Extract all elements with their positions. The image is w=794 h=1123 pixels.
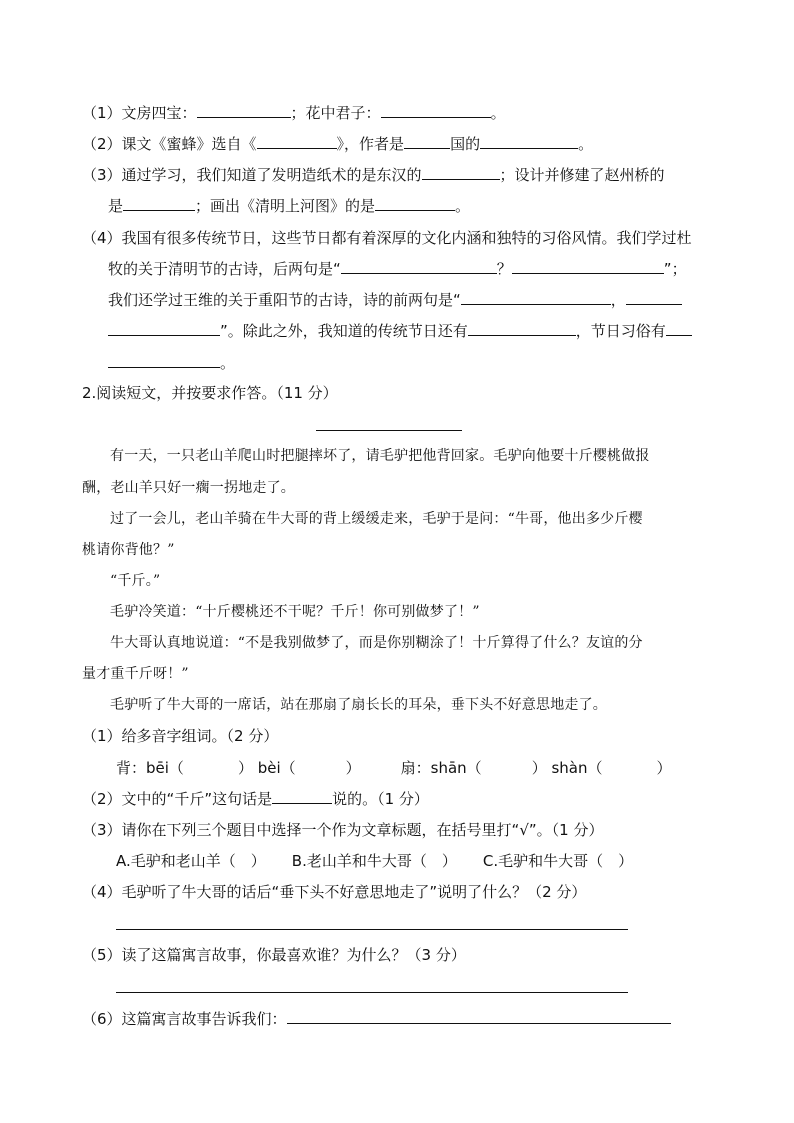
q1-item-4-text: ”； bbox=[663, 260, 687, 278]
answer-blank[interactable] bbox=[626, 290, 682, 305]
answer-blank[interactable] bbox=[666, 321, 692, 336]
paren-close: ） bbox=[345, 759, 361, 777]
story-paragraph-3: “千斤。” bbox=[110, 573, 161, 589]
pinyin-label: ） shàn（ bbox=[531, 759, 603, 777]
q1-item-4-line1 bbox=[82, 228, 692, 248]
q1-item-4-line2 bbox=[108, 259, 687, 279]
q1-item-2 bbox=[82, 134, 593, 154]
q1-item-3-text: 。 bbox=[455, 197, 471, 215]
q1-item-2-end: 。 bbox=[578, 135, 594, 153]
sq2-text: 说的。（1 分） bbox=[332, 790, 429, 808]
answer-blank[interactable] bbox=[512, 259, 664, 274]
q1-item-3-line1 bbox=[82, 165, 665, 185]
sq6 bbox=[82, 1009, 671, 1029]
story-paragraph-4: 毛驴冷笑道：“十斤樱桃还不干呢？千斤！你可别做梦了！” bbox=[110, 604, 480, 620]
answer-blank[interactable] bbox=[123, 196, 195, 211]
q1-item-3-text: ；画出《清明上河图》的是 bbox=[195, 197, 376, 215]
sq1-label: （1）给多音字组词。（2 分） bbox=[82, 727, 279, 745]
sq6-answer-line[interactable] bbox=[287, 1009, 671, 1024]
option-b[interactable]: B.老山羊和牛大哥（ ） bbox=[291, 852, 457, 870]
sq2 bbox=[82, 789, 429, 809]
title-blank-line[interactable] bbox=[316, 430, 462, 431]
pinyin-label: bēi（ bbox=[146, 759, 184, 777]
q1-item-2-mid2: 国的 bbox=[450, 135, 481, 153]
polyphone-char: 扇： bbox=[400, 759, 431, 777]
answer-blank[interactable] bbox=[468, 321, 576, 336]
q2-heading: 2.阅读短文，并按要求作答。（11 分） bbox=[82, 384, 338, 402]
q1-item-4-text: ”。除此之外，我知道的传统节日还有 bbox=[220, 322, 468, 340]
q1-item-4-text: ，节日习俗有 bbox=[575, 322, 666, 340]
sq5-answer-line[interactable] bbox=[116, 992, 628, 993]
answer-blank[interactable] bbox=[375, 196, 455, 211]
q1-item-3-line2 bbox=[108, 196, 470, 216]
q1-item-4-text: 牧的关于清明节的古诗，后两句是“ bbox=[108, 260, 341, 278]
q1-item-3-text: ；设计并修建了赵州桥的 bbox=[499, 166, 665, 184]
q1-item-4-text: 。 bbox=[220, 354, 236, 372]
q1-item-3-text: （3）通过学习，我们知道了发明造纸术的是东汉的 bbox=[82, 166, 422, 184]
q1-item-4-text: ？ bbox=[496, 260, 512, 278]
sq4-label: （4）毛驴听了牛大哥的话后“垂下头不好意思地走了”说明了什么？（2 分） bbox=[82, 883, 587, 901]
story-paragraph-1-line2: 酬，老山羊只好一瘸一拐地走了。 bbox=[82, 480, 295, 496]
story-paragraph-6: 毛驴听了牛大哥的一席话，站在那扇了扇长长的耳朵，垂下头不好意思地走了。 bbox=[110, 697, 607, 713]
sq1-polyphone-row bbox=[116, 758, 672, 778]
answer-blank[interactable] bbox=[404, 134, 450, 149]
story-paragraph-5-line2: 量才重千斤呀！” bbox=[82, 666, 189, 682]
sq5-label: （5）读了这篇寓言故事，你最喜欢谁？为什么？（3 分） bbox=[82, 946, 466, 964]
q1-item-1-end: 。 bbox=[490, 104, 506, 122]
answer-blank[interactable] bbox=[461, 290, 611, 305]
q1-item-2-mid1: 》，作者是 bbox=[336, 135, 405, 153]
answer-blank[interactable] bbox=[108, 353, 220, 368]
sq2-text: （2）文中的“千斤”这句话是 bbox=[82, 790, 273, 808]
q1-item-1-label: （1）文房四宝： bbox=[82, 104, 197, 122]
answer-blank[interactable] bbox=[197, 103, 291, 118]
story-paragraph-2-line2: 桃请你背他？” bbox=[82, 542, 175, 558]
story-paragraph-2-line1: 过了一会儿，老山羊骑在牛大哥的背上缓缓走来，毛驴于是问：“牛哥，他出多少斤樱 bbox=[110, 511, 643, 527]
answer-blank[interactable] bbox=[272, 789, 332, 804]
option-c[interactable]: C.毛驴和牛大哥（ ） bbox=[482, 852, 634, 870]
sq3-label: （3）请你在下列三个题目中选择一个作为文章标题，在括号里打“√”。（1 分） bbox=[82, 821, 604, 839]
q1-item-1 bbox=[82, 103, 506, 123]
story-paragraph-5-line1: 牛大哥认真地说道：“不是我别做梦了，而是你别糊涂了！十斤算得了什么？友谊的分 bbox=[110, 635, 643, 651]
story-paragraph-1-line1: 有一天，一只老山羊爬山时把腿摔坏了，请毛驴把他背回家。毛驴向他要十斤樱桃做报 bbox=[110, 448, 650, 464]
q1-item-2-label: （2）课文《蜜蜂》选自《 bbox=[82, 135, 257, 153]
pinyin-label: shān（ bbox=[430, 759, 482, 777]
answer-blank[interactable] bbox=[341, 259, 497, 274]
answer-blank[interactable] bbox=[422, 165, 500, 180]
sq3-options bbox=[116, 851, 633, 871]
sq6-label: （6）这篇寓言故事告诉我们： bbox=[82, 1010, 287, 1028]
sq4-answer-line[interactable] bbox=[116, 929, 628, 930]
option-a[interactable]: A.毛驴和老山羊（ ） bbox=[116, 852, 266, 870]
answer-blank[interactable] bbox=[108, 321, 220, 336]
q1-item-4-text: （4）我国有很多传统节日，这些节日都有着深厚的文化内涵和独特的习俗风情。我们学过杜 bbox=[82, 229, 692, 247]
paren-close: ） bbox=[656, 759, 672, 777]
q1-item-3-text: 是 bbox=[108, 197, 124, 215]
q1-item-4-text: ， bbox=[610, 291, 626, 309]
pinyin-label: ） bèi（ bbox=[237, 759, 296, 777]
answer-blank[interactable] bbox=[480, 134, 578, 149]
answer-blank[interactable] bbox=[257, 134, 337, 149]
q1-item-1-mid: ；花中君子： bbox=[290, 104, 381, 122]
polyphone-char: 背： bbox=[116, 759, 147, 777]
q1-item-4-line3 bbox=[108, 290, 682, 310]
q1-item-4-text: 我们还学过王维的关于重阳节的古诗，诗的前两句是“ bbox=[108, 291, 461, 309]
q1-item-4-line4 bbox=[108, 321, 692, 341]
answer-blank[interactable] bbox=[381, 103, 491, 118]
q1-item-4-line5 bbox=[108, 353, 235, 373]
